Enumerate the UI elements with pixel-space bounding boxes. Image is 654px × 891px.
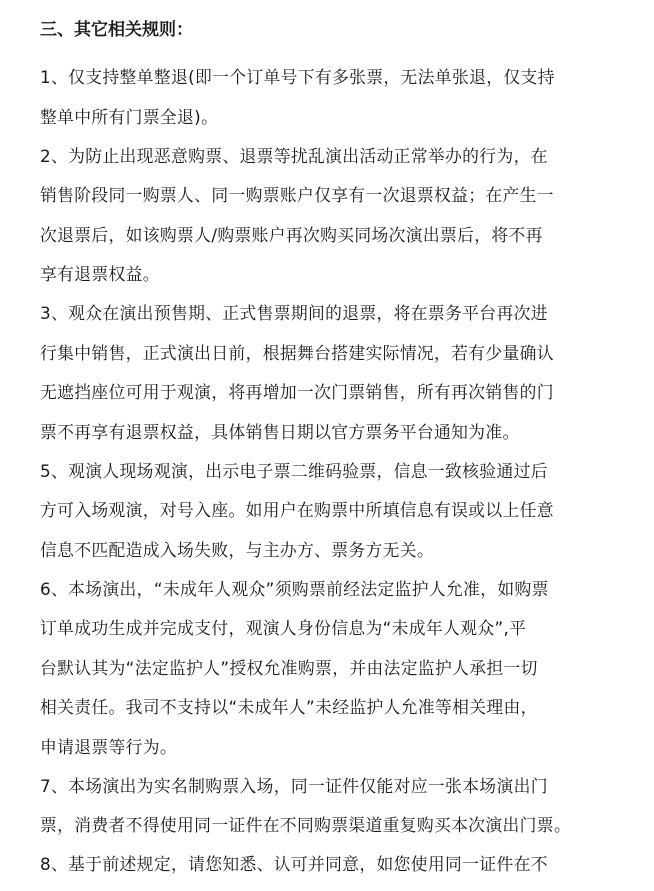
- rule-text-line: 信息不匹配造成入场失败，与主办方、票务方无关。: [40, 539, 435, 560]
- rule-item-3: [40, 294, 614, 452]
- section-title: 三、其它相关规则：: [40, 20, 193, 40]
- rule-item-6: [40, 570, 614, 768]
- rule-text-line: 票，消费者不得使用同一证件在不同购票渠道重复购买本次演出门票。: [40, 815, 572, 835]
- rule-text-line: 7、本场演出为实名制购票入场，同一证件仅能对应一张本场演出门: [40, 775, 548, 796]
- rule-text-line: 享有退票权益。: [40, 264, 160, 284]
- rule-text-line: 票不再享有退票权益，具体销售日期以官方票务平台通知为准。: [40, 421, 520, 442]
- rule-text-line: 整单中所有门票全退)。: [40, 106, 219, 127]
- rule-text-line: 无遮挡座位可用于观演，将再增加一次门票销售，所有再次销售的门: [40, 382, 554, 402]
- rule-text-line: 2、为防止出现恶意购票、退票等扰乱演出活动正常举办的行为，在: [40, 145, 548, 166]
- rule-item-8: [40, 845, 614, 885]
- rule-text-line: 订单成功生成并完成支付，观演人身份信息为“未成年人观众”,平: [40, 618, 527, 638]
- rule-text-line: 行集中销售，正式演出日前，根据舞台搭建实际情况，若有少量确认: [40, 342, 554, 363]
- rule-text-line: 方可入场观演，对号入座。如用户在购票中所填信息有误或以上任意: [40, 500, 554, 520]
- rule-text-line: 台默认其为“法定监护人”授权允准购票，并由法定监护人承担一切: [40, 657, 538, 678]
- rule-text-line: 次退票后，如该购票人/购票账户再次购买同场次演出票后，将不再: [40, 224, 543, 245]
- rule-text-line: 5、观演人现场观演，出示电子票二维码验票，信息一致核验通过后: [40, 460, 548, 481]
- rule-item-7: [40, 767, 614, 846]
- rule-text-line: 6、本场演出，“未成年人观众”须购票前经法定监护人允准，如购票: [40, 578, 549, 599]
- rule-text-line: 销售阶段同一购票人、同一购票账户仅享有一次退票权益；在产生一: [40, 185, 554, 205]
- rule-text-line: 申请退票等行为。: [40, 736, 178, 757]
- rule-text-line: 3、观众在演出预售期、正式售票期间的退票，将在票务平台再次进: [40, 303, 548, 323]
- rule-text-line: 1、仅支持整单整退(即一个订单号下有多张票，无法单张退，仅支持: [40, 67, 555, 87]
- rule-item-2: [40, 137, 614, 295]
- rule-text-line: 相关责任。我司不支持以“未成年人”未经监护人允准等相关理由，: [40, 697, 538, 717]
- rule-text-line: 8、基于前述规定，请您知悉、认可并同意，如您使用同一证件在不: [40, 854, 548, 874]
- rule-item-1: [40, 58, 614, 137]
- rule-item-5: [40, 452, 614, 571]
